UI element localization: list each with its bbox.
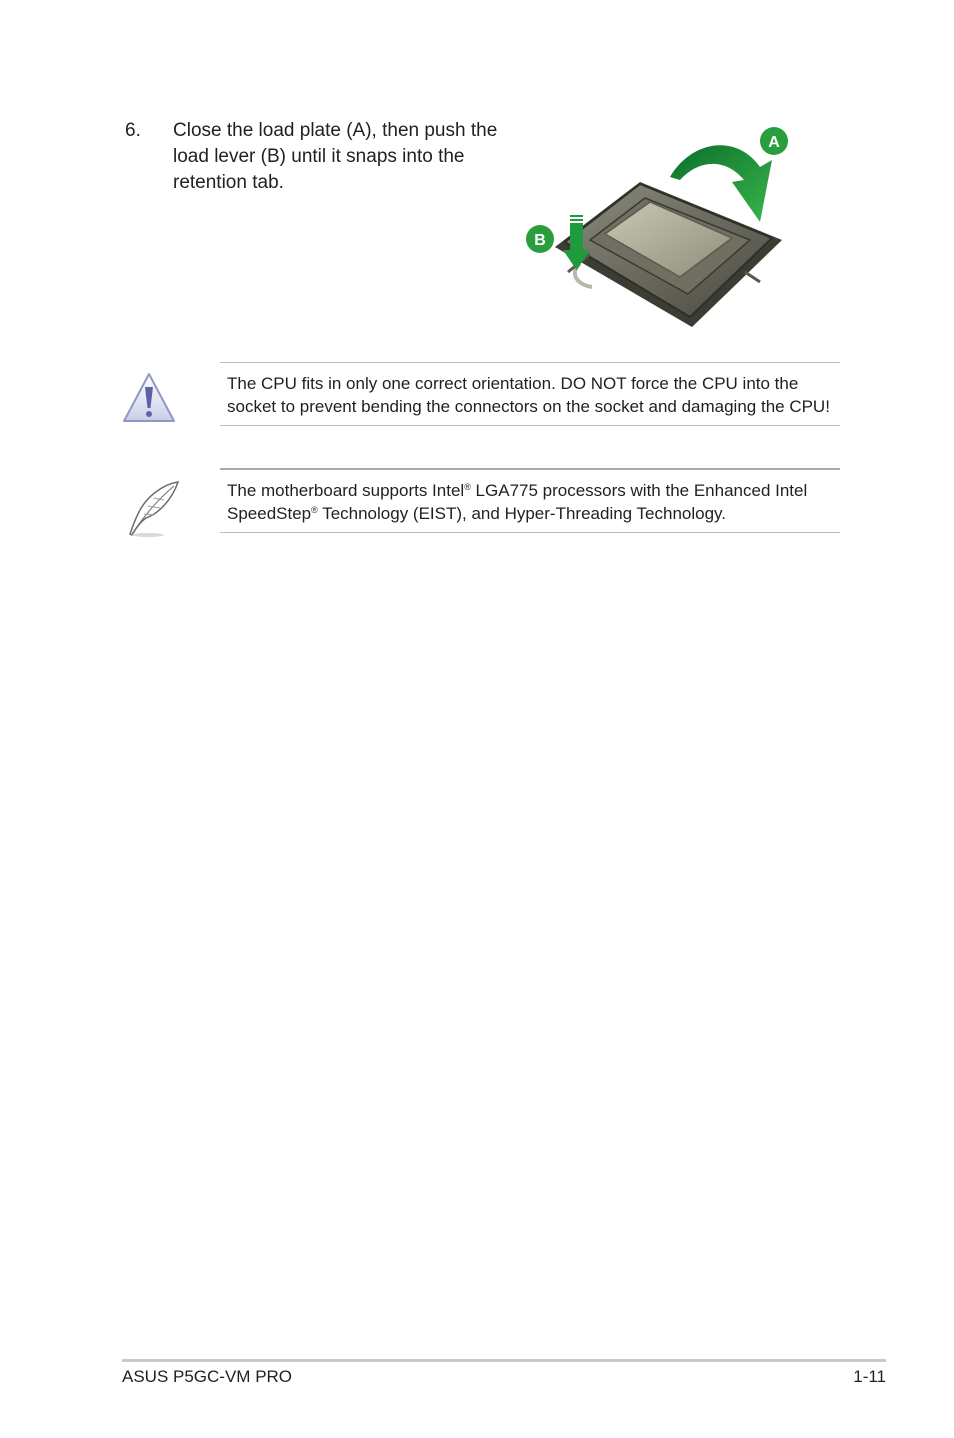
footer-product-name: ASUS P5GC-VM PRO — [122, 1367, 293, 1386]
step-text: Close the load plate (A), then push the load lever (B) until it snaps into the retention tab. — [173, 120, 498, 193]
label-b: B — [534, 232, 546, 249]
registered-mark: ® — [464, 482, 471, 492]
tip-text: The motherboard supports Intel® LGA775 processors with the Enhanced Intel SpeedStep® Technology (EIST), and Hyper-Threading Technology. — [227, 481, 808, 523]
caution-text: The CPU fits in only one correct orientation. DO NOT force the CPU into the socket to prevent bending the connectors on the socket and damaging the CPU! — [227, 374, 830, 416]
registered-mark: ® — [311, 505, 318, 515]
footer-rule — [122, 1359, 886, 1362]
caution-note — [220, 362, 840, 426]
footer-page-number: 1-11 — [853, 1367, 886, 1386]
step-number: 6. — [125, 120, 141, 141]
tip-note — [220, 468, 840, 533]
warning-icon — [122, 372, 176, 424]
label-a: A — [768, 134, 780, 151]
cpu-socket-illustration — [520, 122, 800, 337]
quill-pen-icon — [124, 480, 180, 538]
